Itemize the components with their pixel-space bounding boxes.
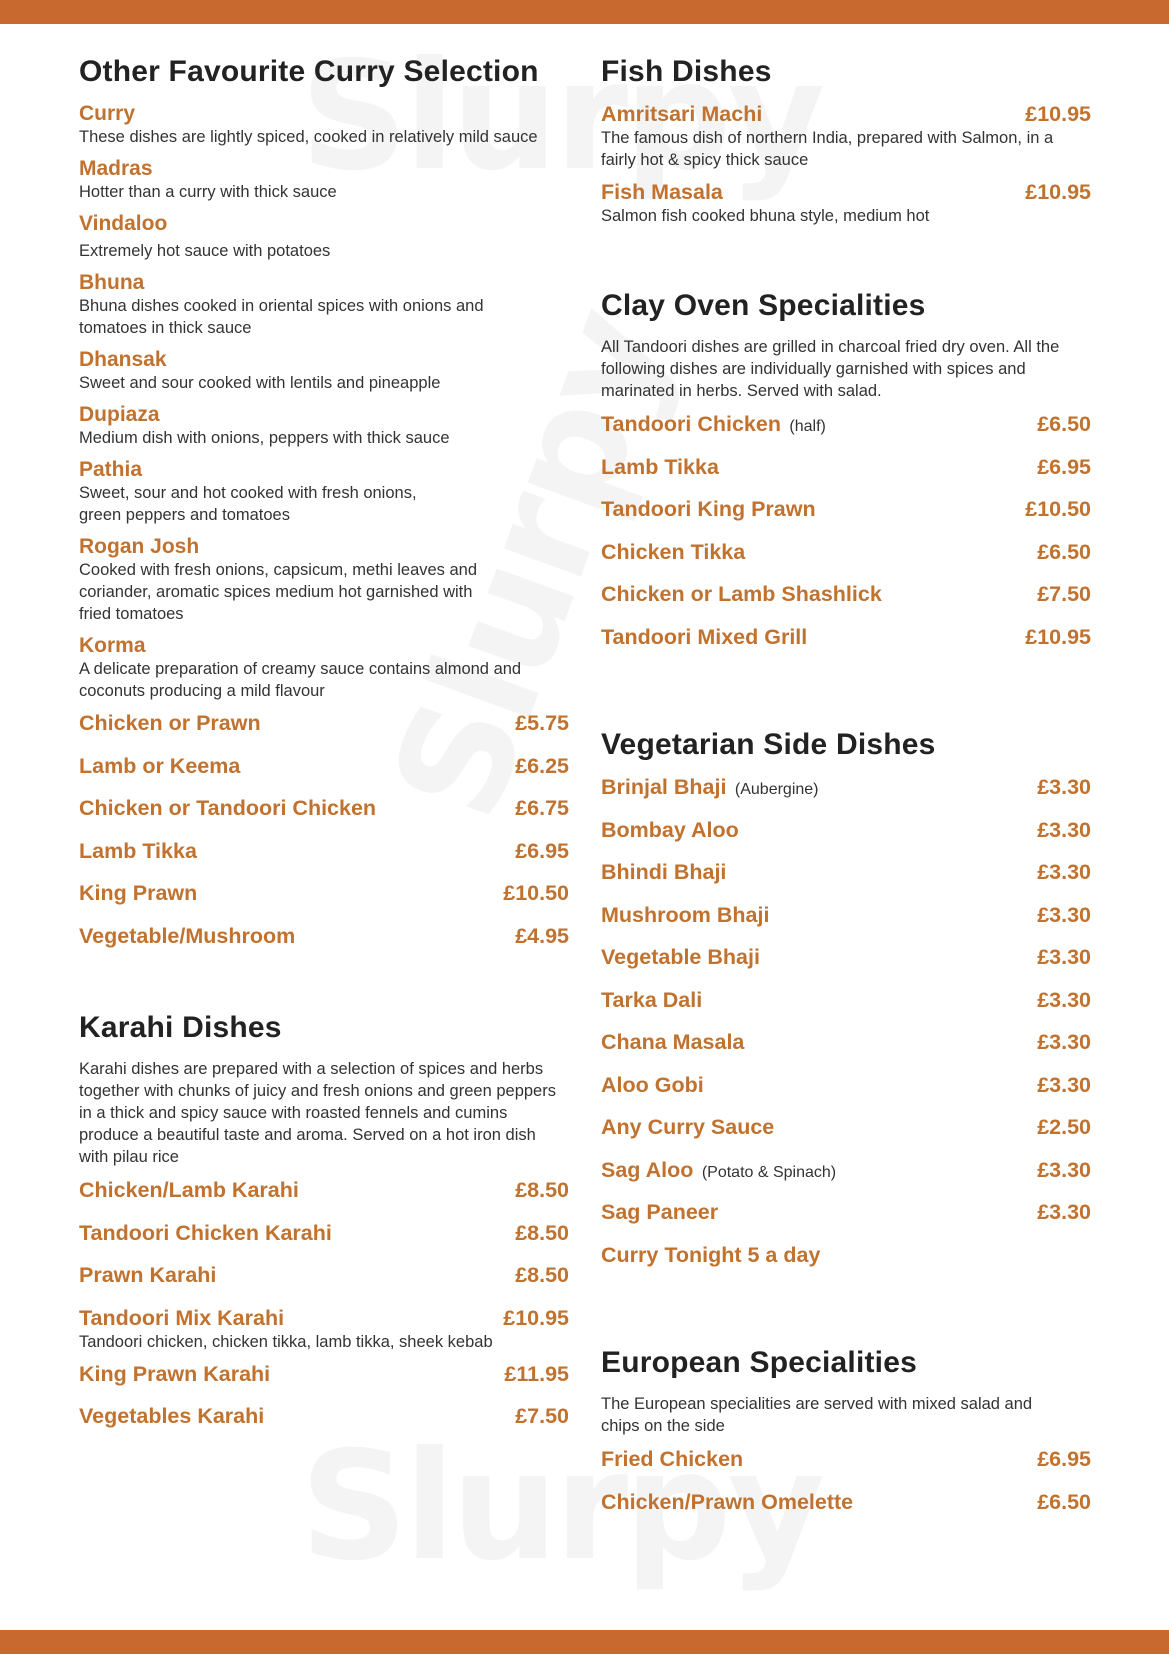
section-desc-european: The European specialities are served with mixed salad and chips on the side xyxy=(601,1395,1033,1435)
menu-item-row xyxy=(79,881,569,924)
curry-style-name: Dhansak xyxy=(79,348,167,371)
menu-item-row xyxy=(601,1030,1091,1073)
menu-item-name: Mushroom Bhaji xyxy=(601,902,770,927)
menu-item-price: £3.30 xyxy=(1037,775,1091,799)
menu-item-name: Vegetable/Mushroom xyxy=(79,923,296,948)
menu-item-note: (half) xyxy=(784,418,826,435)
menu-item-name: Bhindi Bhaji xyxy=(601,860,727,884)
section-title-fish: Fish Dishes xyxy=(601,55,772,88)
menu-item-price: £10.50 xyxy=(1025,497,1091,521)
curry-style xyxy=(79,212,569,262)
curry-style-desc: Medium dish with onions, peppers with thick sauce xyxy=(79,429,450,447)
right-column xyxy=(601,52,1091,1532)
menu-item-row xyxy=(79,1178,569,1221)
menu-item-name: Aloo Gobi xyxy=(601,1072,704,1097)
menu-item-row xyxy=(601,1200,1091,1243)
menu-item-row xyxy=(601,1115,1091,1158)
menu-item-name: Chicken/Lamb Karahi xyxy=(79,1178,299,1202)
menu-item-price: £10.95 xyxy=(1025,624,1091,649)
menu-item-name: Tandoori Chicken Karahi xyxy=(79,1220,332,1245)
menu-item-row xyxy=(601,1158,1091,1201)
menu-item-desc: Tandoori chicken, chicken tikka, lamb tikka, sheek kebab xyxy=(79,1332,493,1351)
menu-item-name: Sag Aloo (Potato & Spinach) xyxy=(601,1157,837,1182)
menu-item-name: Brinjal Bhaji (Aubergine) xyxy=(601,775,819,799)
curry-style xyxy=(79,348,569,394)
menu-item-price: £4.95 xyxy=(515,923,569,948)
menu-item-note: (Potato & Spinach) xyxy=(697,1163,837,1181)
curry-style-name: Vindaloo xyxy=(79,212,168,235)
menu-item-name: Tarka Dali xyxy=(601,987,703,1012)
menu-item-name: Fried Chicken xyxy=(601,1447,744,1471)
menu-item-row xyxy=(79,839,569,882)
menu-item-price: £3.30 xyxy=(1037,1200,1091,1224)
menu-item-price: £3.30 xyxy=(1037,987,1091,1012)
menu-item-row xyxy=(601,1243,1091,1286)
section-desc-karahi: Karahi dishes are prepared with a selection of spices and herbs together with chunks of juicy and fresh onions and green peppers in a thick and spicy sauce with roasted fennels and cumins produce a beautiful taste and aroma. Served on a hot iron dish with pilau rice xyxy=(79,1060,556,1166)
curry-style-name: Pathia xyxy=(79,458,143,481)
menu-item-row xyxy=(601,412,1091,455)
curry-style xyxy=(79,535,569,625)
menu-item-row xyxy=(601,1073,1091,1116)
curry-style-desc: A delicate preparation of creamy sauce contains almond and coconuts producing a mild flavour xyxy=(79,660,522,700)
curry-style-desc: Extremely hot sauce with potatoes xyxy=(79,242,331,260)
curry-style-desc: Sweet and sour cooked with lentils and pineapple xyxy=(79,374,441,392)
menu-item-price: £10.95 xyxy=(503,1305,569,1330)
curry-style-name: Korma xyxy=(79,634,146,657)
menu-item-price: £2.50 xyxy=(1037,1115,1091,1139)
karahi-price-list xyxy=(79,1178,569,1447)
menu-item-price: £6.95 xyxy=(1037,454,1091,479)
menu-item-price: £5.75 xyxy=(515,711,569,735)
menu-item-row xyxy=(601,860,1091,903)
menu-item-price: £3.30 xyxy=(1037,817,1091,842)
menu-item-row xyxy=(601,818,1091,861)
menu-item-row xyxy=(601,540,1091,583)
menu-item-row xyxy=(79,1263,569,1306)
fish-price-list xyxy=(601,102,1091,227)
menu-item-row xyxy=(79,711,569,754)
clay-oven-price-list xyxy=(601,412,1091,667)
menu-item-price: £8.50 xyxy=(515,1178,569,1202)
menu-item-row xyxy=(601,988,1091,1031)
european-price-list xyxy=(601,1447,1091,1532)
curry-style xyxy=(79,271,569,339)
section-desc-clay-oven: All Tandoori dishes are grilled in charcoal fried dry oven. All the following dishes are individually garnished with spices and marinated in herbs. Served with salad. xyxy=(601,338,1060,400)
menu-item-name: Sag Paneer xyxy=(601,1200,719,1224)
curry-style-desc: Hotter than a curry with thick sauce xyxy=(79,183,337,201)
curry-price-list xyxy=(79,711,569,966)
menu-item-price: £3.30 xyxy=(1037,1157,1091,1182)
menu-item-price: £7.50 xyxy=(515,1404,569,1428)
menu-item-price: £10.50 xyxy=(503,881,569,905)
menu-item-row xyxy=(601,582,1091,625)
menu-item-row xyxy=(601,180,1091,227)
menu-item-price: £3.30 xyxy=(1037,1072,1091,1097)
section-title-curry: Other Favourite Curry Selection xyxy=(79,55,539,88)
menu-item-row xyxy=(601,497,1091,540)
menu-item-name: Fish Masala xyxy=(601,180,723,204)
curry-style-desc: Bhuna dishes cooked in oriental spices with onions and tomatoes in thick sauce xyxy=(79,297,484,337)
curry-style xyxy=(79,157,569,203)
curry-style-desc: Sweet, sour and hot cooked with fresh onions, green peppers and tomatoes xyxy=(79,484,417,524)
menu-item-name: Lamb Tikka xyxy=(79,838,197,863)
menu-item-name: Amritsari Machi xyxy=(601,102,763,126)
menu-item-name: Chana Masala xyxy=(601,1030,745,1054)
menu-item-row xyxy=(79,754,569,797)
menu-item-price: £8.50 xyxy=(515,1263,569,1287)
menu-item-name: Any Curry Sauce xyxy=(601,1115,775,1139)
menu-item-name: Curry Tonight 5 a day xyxy=(601,1242,821,1267)
menu-item-row xyxy=(79,1362,569,1405)
vegetarian-price-list xyxy=(601,775,1091,1285)
section-title-karahi: Karahi Dishes xyxy=(79,1011,282,1044)
menu-item-name: Chicken or Prawn xyxy=(79,711,261,735)
curry-style xyxy=(79,458,569,526)
curry-style-name: Dupiaza xyxy=(79,403,160,426)
section-title-vegetarian: Vegetarian Side Dishes xyxy=(601,728,936,761)
menu-item-row xyxy=(601,1490,1091,1533)
menu-item-name: Bombay Aloo xyxy=(601,817,739,842)
bottom-accent-bar xyxy=(0,1630,1169,1654)
menu-item-name: Chicken/Prawn Omelette xyxy=(601,1489,854,1514)
menu-item-row xyxy=(79,1306,569,1353)
menu-item-name: Chicken or Lamb Shashlick xyxy=(601,582,882,606)
menu-item-row xyxy=(79,1221,569,1264)
menu-item-name: Tandoori King Prawn xyxy=(601,497,816,521)
curry-style xyxy=(79,634,569,702)
menu-item-row xyxy=(601,775,1091,818)
menu-item-row xyxy=(79,796,569,839)
menu-item-desc: The famous dish of northern India, prepared with Salmon, in a fairly hot & spicy thick sauce xyxy=(601,129,1054,169)
menu-item-name: Prawn Karahi xyxy=(79,1263,217,1287)
menu-item-row xyxy=(601,1447,1091,1490)
curry-style-name: Curry xyxy=(79,102,136,125)
menu-item-price: £11.95 xyxy=(504,1361,569,1386)
menu-item-row xyxy=(601,102,1091,171)
menu-item-price: £3.30 xyxy=(1037,945,1091,969)
curry-style-name: Bhuna xyxy=(79,271,145,294)
menu-item-name: Vegetable Bhaji xyxy=(601,945,760,969)
curry-style-desc: Cooked with fresh onions, capsicum, methi leaves and coriander, aromatic spices medium hot garnished with fried tomatoes xyxy=(79,561,478,623)
menu-item-price: £8.50 xyxy=(515,1220,569,1245)
section-title-clay-oven: Clay Oven Specialities xyxy=(601,289,926,322)
menu-item-name: Lamb Tikka xyxy=(601,454,719,479)
menu-item-price: £6.25 xyxy=(515,753,569,778)
menu-item-price: £6.50 xyxy=(1037,1489,1091,1514)
top-accent-bar xyxy=(0,0,1169,24)
menu-item-row xyxy=(601,945,1091,988)
curry-style xyxy=(79,403,569,449)
curry-style xyxy=(79,102,569,148)
menu-item-name: King Prawn Karahi xyxy=(79,1361,271,1386)
menu-item-price: £6.95 xyxy=(515,838,569,863)
menu-item-price: £6.75 xyxy=(515,796,569,820)
left-column xyxy=(79,52,569,1447)
curry-style-name: Rogan Josh xyxy=(79,535,200,558)
menu-item-price: £6.50 xyxy=(1037,412,1091,436)
menu-item-desc: Salmon fish cooked bhuna style, medium hot xyxy=(601,207,930,225)
menu-item-row xyxy=(601,455,1091,498)
menu-item-name: Tandoori Chicken (half) xyxy=(601,412,826,436)
section-title-european: European Specialities xyxy=(601,1346,917,1379)
curry-style-name: Madras xyxy=(79,157,153,180)
menu-item-price: £3.30 xyxy=(1037,902,1091,927)
menu-item-row xyxy=(601,625,1091,668)
menu-item-row xyxy=(79,1404,569,1447)
menu-item-name: Vegetables Karahi xyxy=(79,1404,265,1428)
menu-item-row xyxy=(79,924,569,967)
menu-item-name: King Prawn xyxy=(79,881,198,905)
menu-item-name: Lamb or Keema xyxy=(79,753,241,778)
menu-item-name: Chicken or Tandoori Chicken xyxy=(79,796,377,820)
menu-item-price: £3.30 xyxy=(1037,1030,1091,1054)
menu-item-name: Tandoori Mix Karahi xyxy=(79,1305,285,1330)
menu-item-name: Tandoori Mixed Grill xyxy=(601,624,808,649)
menu-item-price: £10.95 xyxy=(1025,180,1091,204)
menu-item-note: (Aubergine) xyxy=(730,781,819,798)
menu-item-price: £3.30 xyxy=(1037,860,1091,884)
curry-style-desc: These dishes are lightly spiced, cooked in relatively mild sauce xyxy=(79,128,538,146)
menu-item-price: £6.95 xyxy=(1037,1447,1091,1471)
curry-style-list xyxy=(79,102,569,702)
menu-item-price: £6.50 xyxy=(1037,539,1091,564)
menu-item-price: £7.50 xyxy=(1037,582,1091,606)
menu-item-price: £10.95 xyxy=(1025,102,1091,126)
menu-item-row xyxy=(601,903,1091,946)
menu-item-name: Chicken Tikka xyxy=(601,539,746,564)
